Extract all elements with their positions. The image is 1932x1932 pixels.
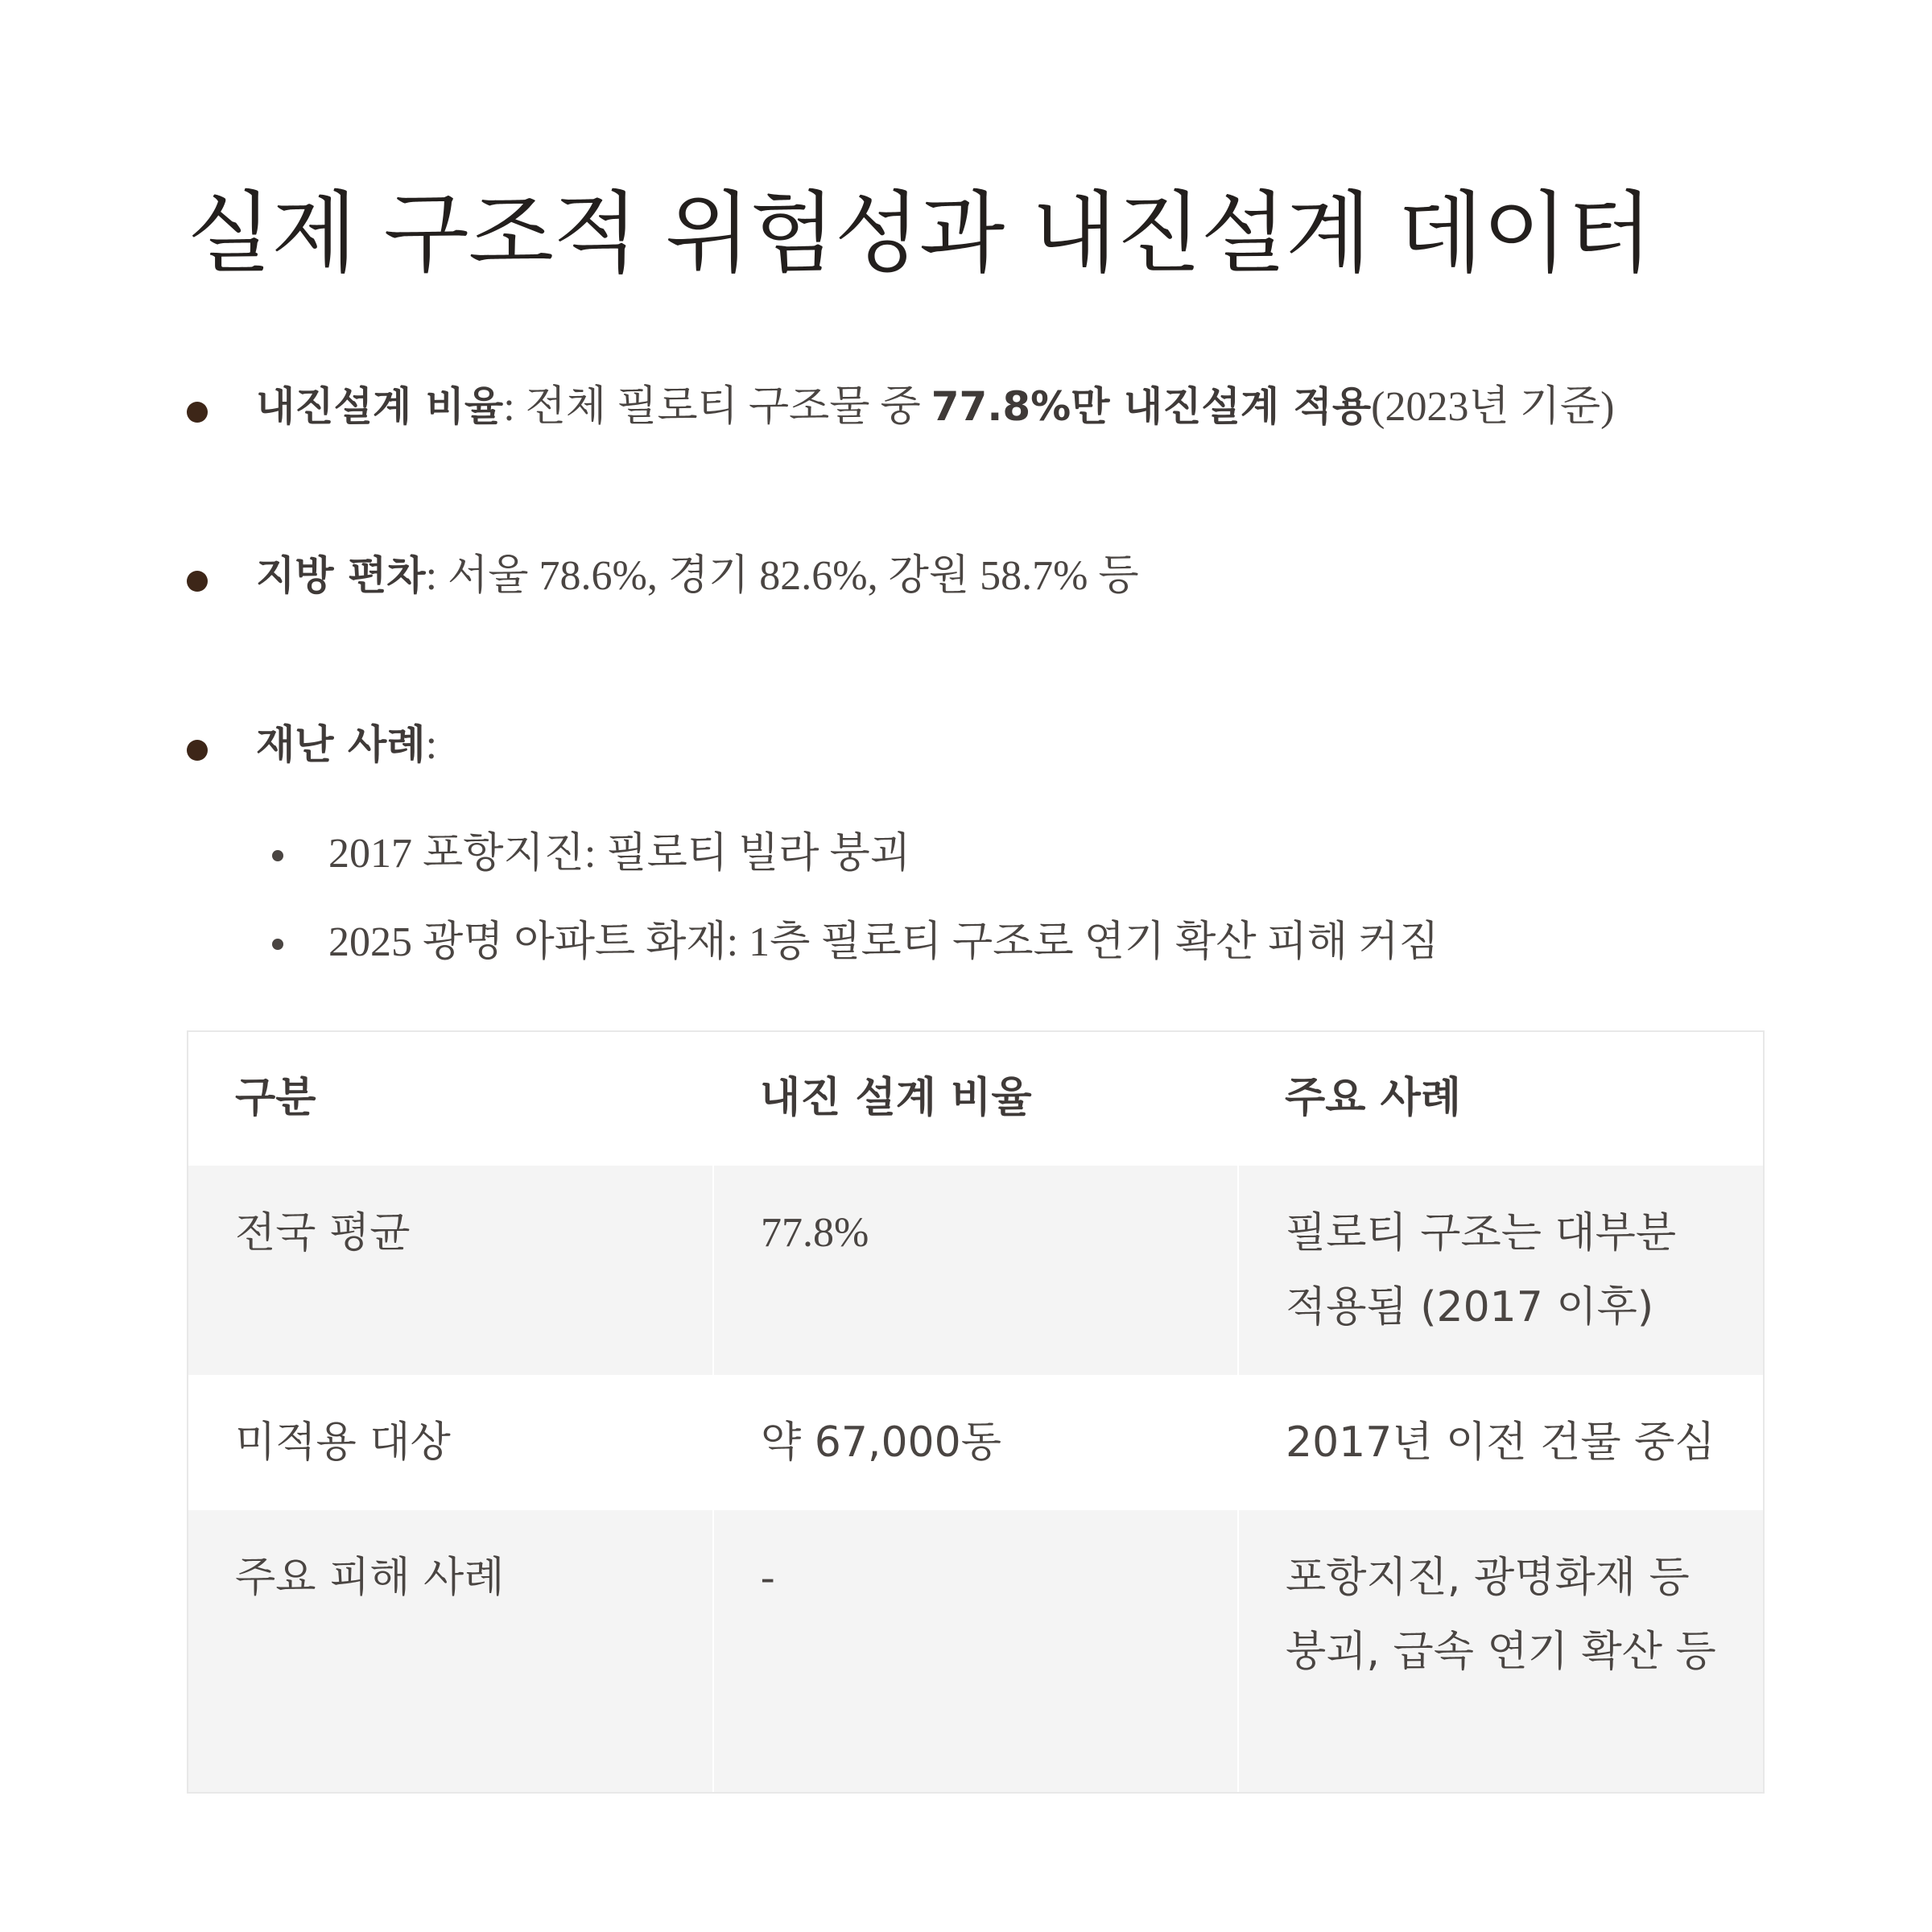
- column-header-category: 구분: [188, 1032, 713, 1166]
- table-cell: 필로티 구조는 대부분 적용됨 (2017 이후): [1238, 1166, 1763, 1375]
- bullet-dot-icon: [187, 740, 208, 761]
- bullet-label: 내진설계 비율: [256, 383, 504, 430]
- sub-bullet-gwangmyeong: [187, 898, 1439, 987]
- bullet-dot-icon: [187, 571, 208, 592]
- table-cell: 미적용 대상: [188, 1375, 713, 1510]
- sub-bullet-dot-icon: [272, 939, 283, 950]
- table-row: [188, 1166, 1763, 1375]
- bullet-regional-deviation: [187, 543, 1139, 609]
- bullet-disaster-cases: [187, 712, 1439, 987]
- bullet-text: : 전체 필로티 구조물 중: [503, 384, 931, 430]
- page-title: 실제 구조적 위험성과 내진설계 데이터: [187, 182, 1653, 285]
- bullet-dot-icon: [187, 402, 208, 423]
- table-cell: 주요 피해 사례: [188, 1510, 713, 1792]
- sub-bullet-text: 2017 포항지진: 필로티 빌라 붕괴: [328, 831, 910, 877]
- table-cell: 포항지진, 광명화재 등 붕괴, 급속 연기 확산 등: [1238, 1510, 1763, 1792]
- bullet-text: :: [425, 722, 438, 768]
- table-cell: -: [713, 1510, 1238, 1792]
- bullet-seismic-ratio: [187, 374, 1615, 440]
- table-cell: 77.8%: [713, 1166, 1238, 1375]
- column-header-key-cases: 주요 사례: [1238, 1032, 1763, 1166]
- table-row: [188, 1510, 1763, 1792]
- sub-bullet-dot-icon: [272, 850, 283, 861]
- table-row: [188, 1375, 1763, 1510]
- sub-bullet-pohang: [187, 810, 1439, 898]
- bullet-label: 재난 사례: [256, 721, 426, 768]
- table-cell: 약 67,000동: [713, 1375, 1238, 1510]
- slide: [187, 173, 1765, 1676]
- bullet-text: : 서울 78.6%, 경기 82.6%, 강원 58.7% 등: [425, 553, 1139, 599]
- bullet-text-suffix: (2023년 기준): [1371, 384, 1615, 430]
- data-table: [187, 1030, 1765, 1794]
- sub-bullet-list: [256, 810, 1439, 987]
- column-header-seismic-ratio: 내진 설계 비율: [713, 1032, 1238, 1166]
- table-cell: 2017년 이전 건물 중심: [1238, 1375, 1763, 1510]
- table-cell: 전국 평균: [188, 1166, 713, 1375]
- bullet-emphasis: 77.8%만 내진설계 적용: [931, 383, 1372, 430]
- table-header-row: [188, 1032, 1763, 1166]
- sub-bullet-text: 2025 광명 아파트 화재: 1층 필로티 구조로 연기 확산 피해 커짐: [328, 919, 1439, 965]
- bullet-label: 지방 편차: [256, 552, 426, 599]
